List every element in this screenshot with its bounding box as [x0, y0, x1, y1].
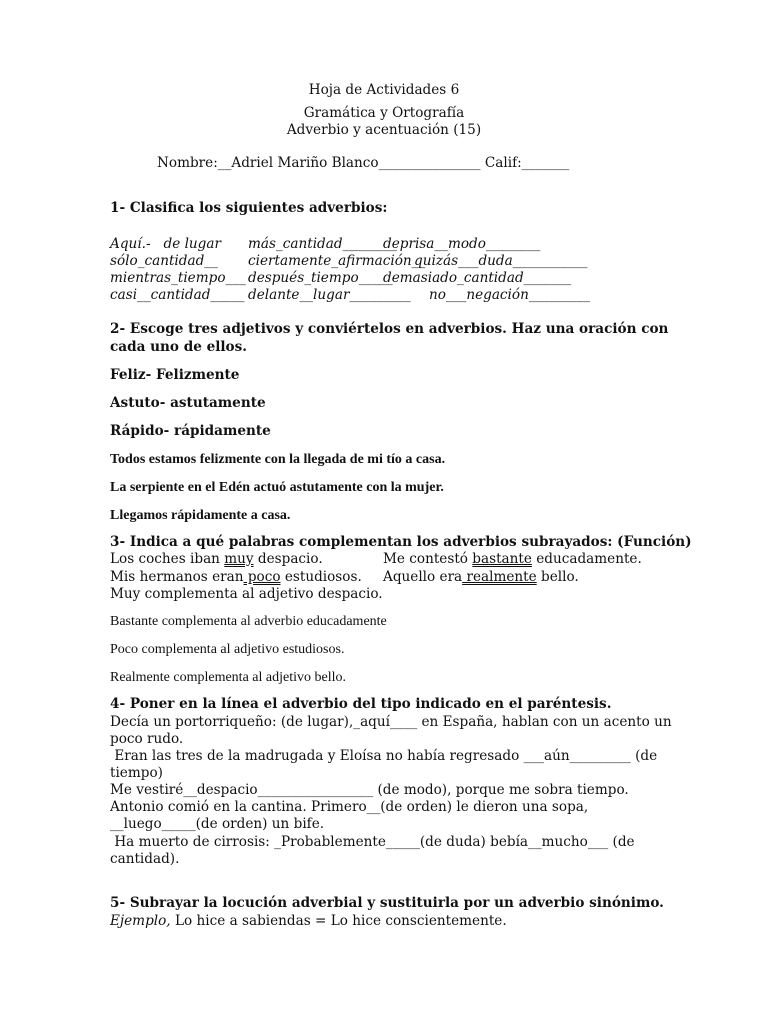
- section-4-title: 4- Poner en la línea el adverbio del tipo indicado en el paréntesis.: [110, 696, 612, 712]
- s4-line: Eran las tres de la madrugada y Eloísa no había regresado ___aún_________ (de: [110, 748, 658, 764]
- s1-cell: deprisa__modo________: [383, 236, 541, 252]
- s1-cell: casi__cantidad_____: [110, 287, 245, 303]
- s3-text: bello.: [536, 569, 579, 585]
- s3-text: Aquello era: [383, 569, 463, 585]
- s1-cell: después_tiempo_____: [248, 270, 393, 286]
- section-5-title: 5- Subrayar la locución adverbial y sustituirla por un adverbio sinónimo.: [110, 895, 664, 911]
- s4-line: tiempo): [110, 765, 163, 781]
- s1-cell: ciertamente_afirmación__: [248, 253, 426, 269]
- s3-text: Me contestó: [383, 551, 473, 567]
- s2-item: Feliz- Felizmente: [110, 367, 240, 383]
- section-3-title: 3- Indica a qué palabras complementan los adverbios subrayados: (Función): [110, 534, 692, 550]
- s1-cell: Aquí.- de lugar: [110, 236, 221, 252]
- s5-example: [110, 913, 507, 930]
- example-label: Ejemplo,: [110, 913, 171, 929]
- s4-line: Antonio comió en la cantina. Primero__(de orden) le dieron una sopa,: [110, 799, 589, 815]
- s4-line: Ha muerto de cirrosis: _Probablemente_____(de duda) bebía__mucho___ (de: [110, 834, 635, 850]
- s2-item: Rápido- rápidamente: [110, 423, 271, 439]
- section-2-title-line-1: 2- Escoge tres adjetivos y conviértelos en adverbios. Haz una oración con: [110, 321, 669, 337]
- s1-cell: quizás___duda___________: [414, 253, 588, 269]
- s3-text: Mis hermanos eran: [110, 569, 244, 585]
- s1-cell: delante__lugar_________: [248, 287, 411, 303]
- worksheet-topic: Adverbio y acentuación (15): [286, 122, 482, 138]
- section-1-title: 1- Clasifica los siguientes adverbios:: [110, 200, 388, 216]
- s1-cell: sólo_cantidad__: [110, 253, 218, 269]
- s1-cell: mientras_tiempo___: [110, 270, 246, 286]
- s1-cell: demasiado_cantidad_______: [383, 270, 572, 286]
- student-name-line: Nombre:__Adriel Mariño Blanco_______________ Calif:_______: [157, 155, 570, 171]
- s3-sentence: [383, 569, 579, 586]
- s3-text: despacio.: [253, 551, 323, 567]
- s3-text: estudiosos.: [280, 569, 362, 585]
- underlined-adverb: bastante: [472, 551, 532, 567]
- s4-line: Decía un portorriqueño: (de lugar),_aquí____ en España, hablan con un acento un: [110, 714, 672, 730]
- s3-text: Los coches iban: [110, 551, 225, 567]
- section-2-title-line-2: cada uno de ellos.: [110, 339, 248, 355]
- s4-line: cantidad).: [110, 851, 180, 867]
- s3-answer: Muy complementa al adjetivo despacio.: [110, 586, 383, 602]
- worksheet-subject: Gramática y Ortografía: [303, 105, 465, 121]
- s4-line: Me vestiré__despacio_________________ (de modo), porque me sobra tiempo.: [110, 782, 629, 798]
- s3-answer: Realmente complementa al adjetivo bello.: [110, 670, 346, 685]
- s3-sentence: [110, 551, 323, 568]
- s3-sentence: [383, 551, 642, 568]
- s3-answer: Bastante complementa al adverbio educadamente: [110, 614, 387, 629]
- underlined-adverb: realmente: [462, 569, 537, 585]
- underlined-adverb: muy: [224, 551, 254, 567]
- example-text: Lo hice a sabiendas = Lo hice conscientemente.: [170, 913, 507, 929]
- worksheet-title: Hoja de Actividades 6: [308, 82, 460, 98]
- s1-cell: no___negación_________: [429, 287, 591, 303]
- s4-line: poco rudo.: [110, 731, 184, 747]
- s3-text: educadamente.: [531, 551, 642, 567]
- s3-sentence: [110, 569, 362, 586]
- s2-sentence: Todos estamos felizmente con la llegada de mi tío a casa.: [110, 452, 446, 467]
- s1-cell: más_cantidad________: [248, 236, 397, 252]
- underlined-adverb: poco: [243, 569, 281, 585]
- s2-sentence: Llegamos rápidamente a casa.: [110, 508, 291, 523]
- s3-answer: Poco complementa al adjetivo estudiosos.: [110, 642, 345, 657]
- s2-item: Astuto- astutamente: [110, 395, 266, 411]
- s2-sentence: La serpiente en el Edén actuó astutamente con la mujer.: [110, 480, 444, 495]
- s4-line: __luego_____(de orden) un bife.: [110, 816, 325, 832]
